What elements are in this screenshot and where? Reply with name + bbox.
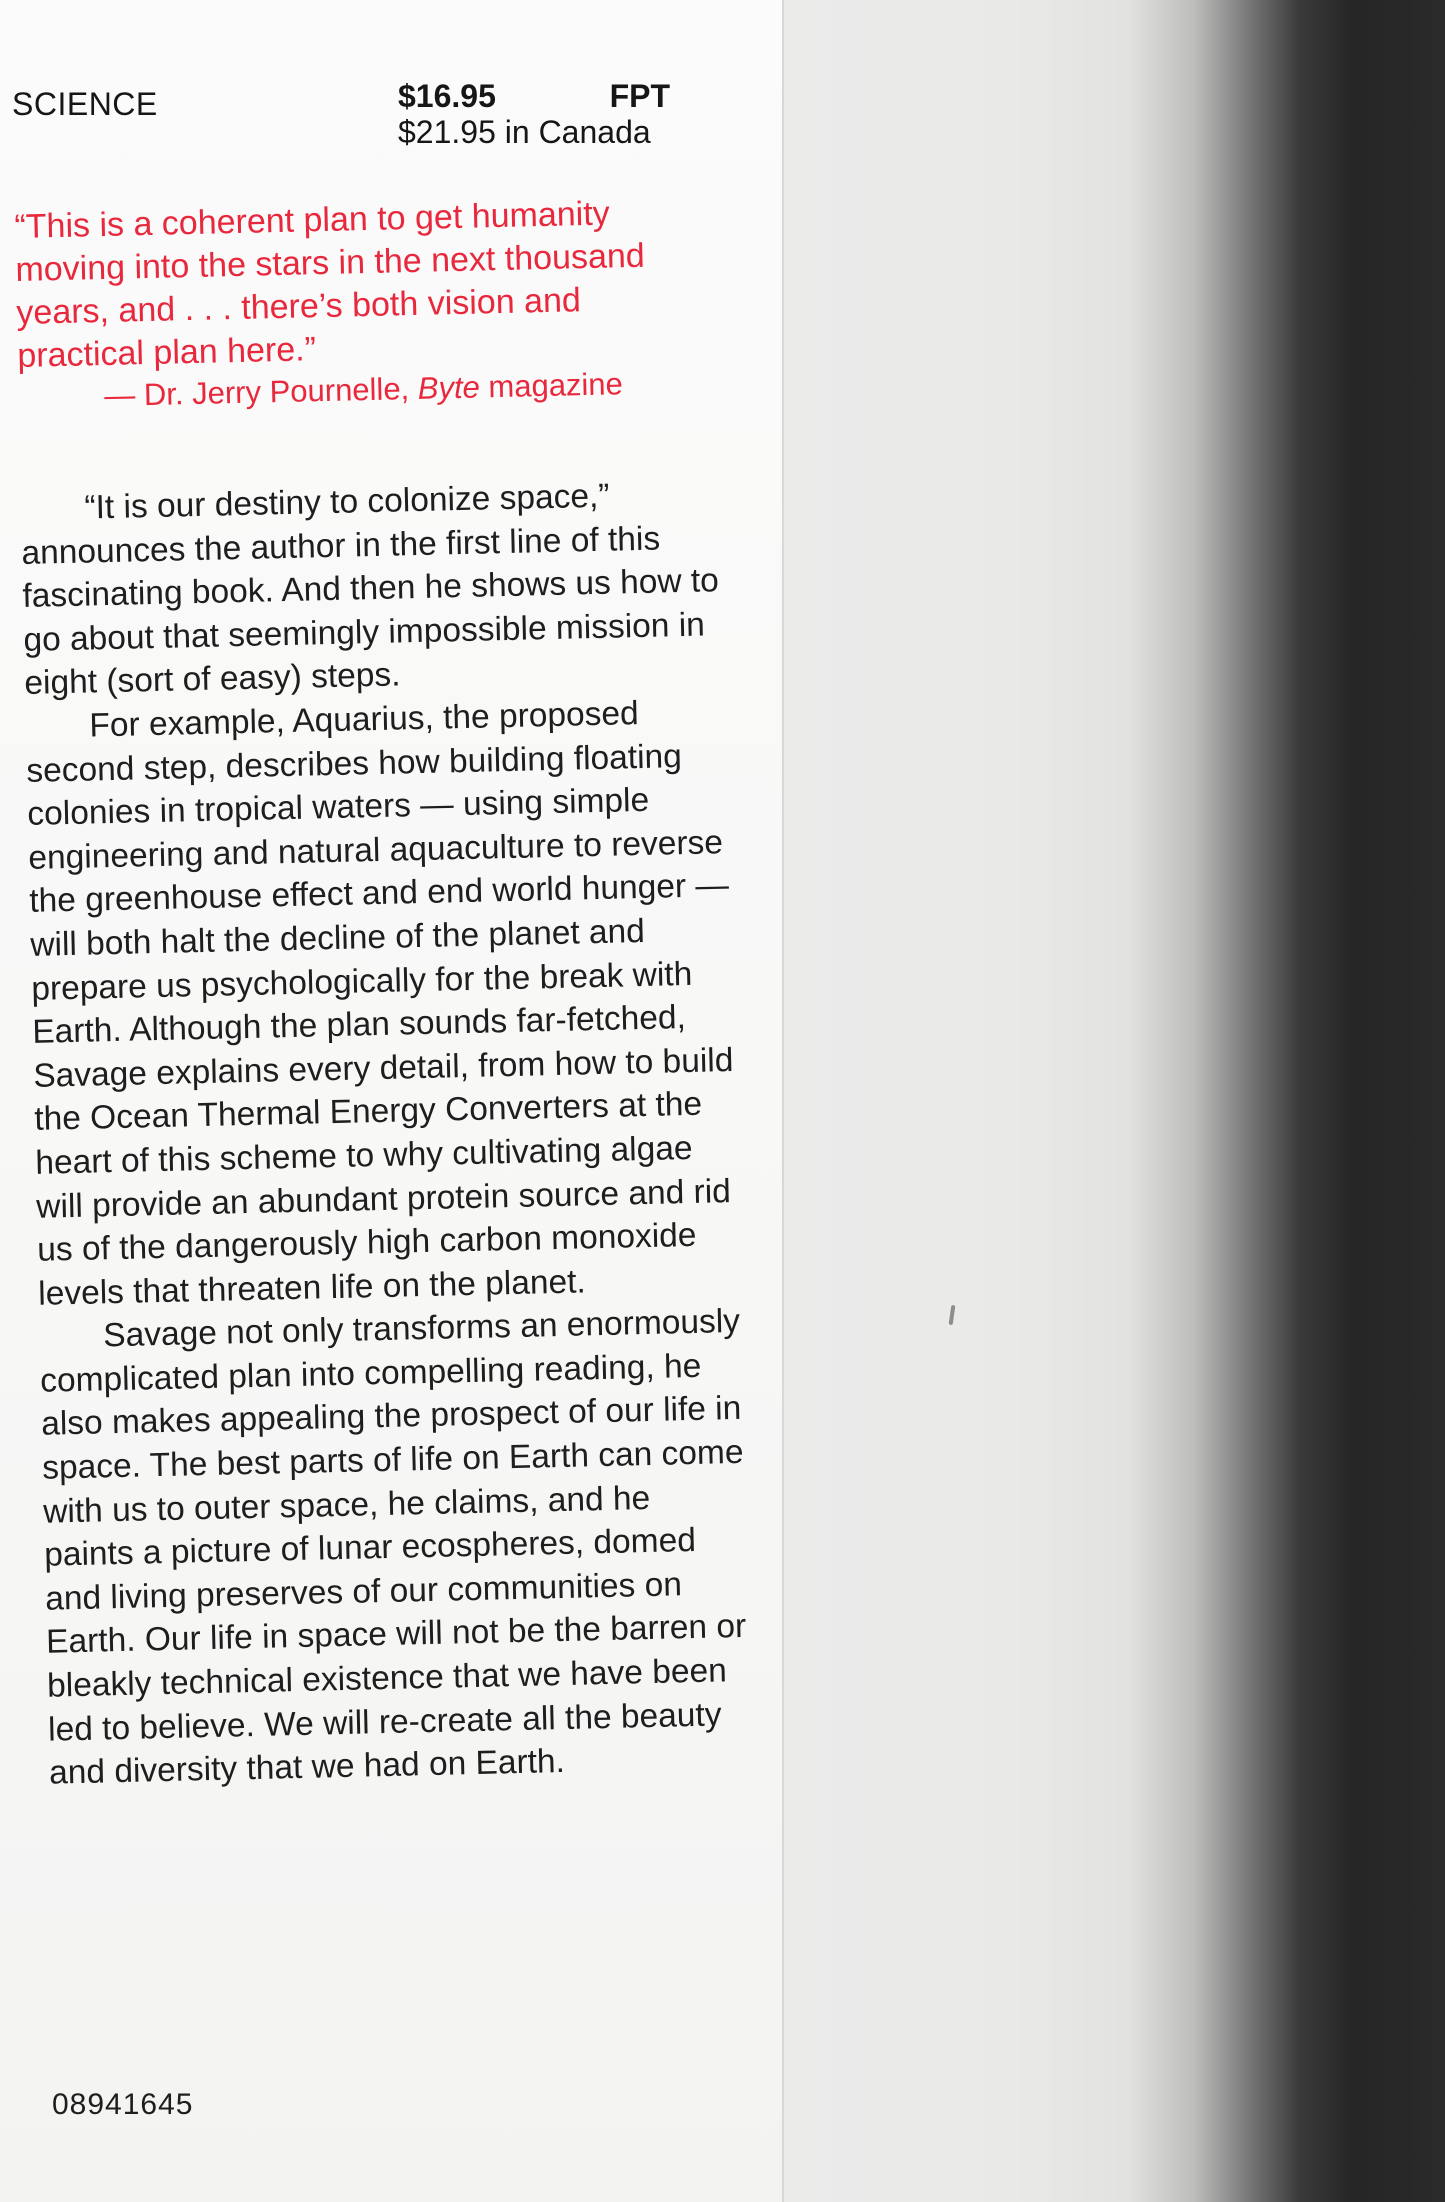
isbn-number: 08941645 [52,2088,194,2121]
quote-text: “This is a coherent plan to get humanity moving into the stars in the next thousand years, and . . . there’s both vision and practical plan here.” [14,194,646,375]
category-label: SCIENCE [12,86,158,122]
book-description [20,472,754,1795]
price-canada: $21.95 in Canada [398,114,651,150]
description-paragraph: Savage not only transforms an enormously complicated plan into compelling reading, he also makes appealing the prospect of our life in space. The best parts of life on Earth can come with us to outer space, he claims, and he paints a picture of lunar ecospheres, domed and living preserves of our communities on Earth. Our life in space will not be the barren or bleakly technical existence that we have been led to believe. We will re-create all the beauty and diversity that we had on Earth. [39,1303,747,1792]
price-block [398,78,670,150]
price-row [398,78,670,114]
description-paragraph: For example, Aquarius, the proposed second step, describes how building floating colonies in tropical waters — using simple engineering and natural aquaculture to reverse the greenhouse effect and end world hunger — will both halt the decline of the planet and prepare us psychologically for the break with Earth. Although the plan sounds far-fetched, Savage explains every detail, from how to build the Ocean Thermal Energy Converters at the heart of this scheme to why cultivating algae will provide an abundant protein source and rid us of the dangerously high carbon monoxide levels that threaten life on the planet. [26,694,734,1313]
attribution-source: Byte [417,369,481,406]
description-paragraph: “It is our destiny to colonize space,” announces the author in the first line of this fascinating book. And then he shows us how to go about that seemingly impossible mission in eight (sort of easy) steps. [21,477,720,703]
attribution-prefix: — Dr. Jerry Pournelle, [103,370,419,413]
price-code: FPT [609,78,670,114]
review-quote [14,191,699,418]
attribution-suffix: magazine [479,366,624,405]
back-board [784,0,1445,2202]
price-us: $16.95 [398,78,496,114]
